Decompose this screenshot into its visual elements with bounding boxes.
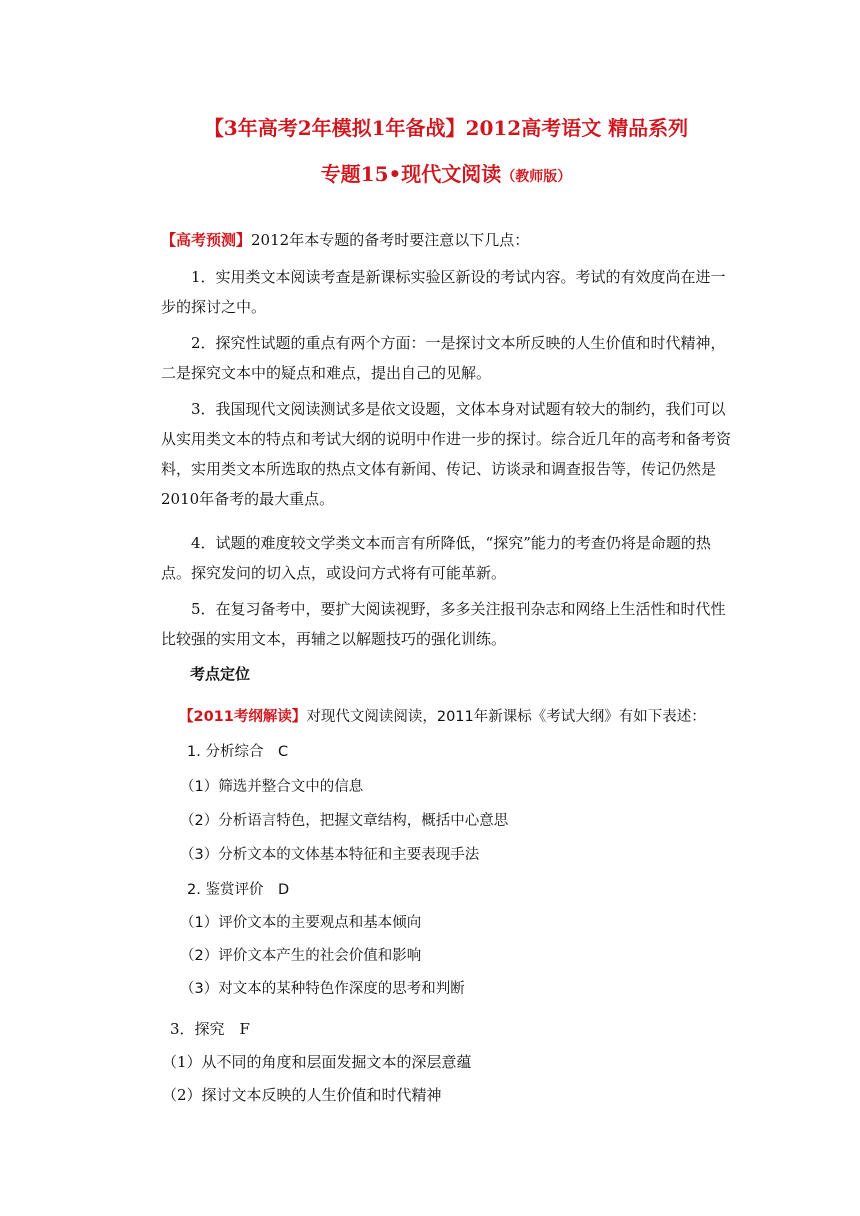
explore-item-1: 3．探究 F (170, 1020, 250, 1038)
syllabus-item-2: （1）筛选并整合文中的信息 (180, 779, 364, 795)
syllabus-intro-text: 对现代文阅读阅读，2011年新课标《考试大纲》有如下表述： (306, 709, 706, 725)
forecast-point-1: 1．实用类文本阅读考查是新课标实验区新设的考试内容。考试的有效度尚在进一步的探讨之中。 (161, 268, 726, 316)
forecast-intro-text: 2012年本专题的备考时要注意以下几点： (251, 231, 530, 249)
subtitle-edition: （教师版） (501, 169, 572, 185)
syllabus-item-4: （3）分析文本的文体基本特征和主要表现手法 (180, 847, 480, 863)
explore-item-2: （1）从不同的角度和层面发掘文本的深层意蕴 (162, 1053, 472, 1071)
syllabus-item-1: 1. 分析综合 C (187, 744, 289, 760)
syllabus-item-8: （3）对文本的某种特色作深度的思考和判断 (180, 981, 465, 997)
subtitle-main: 专题15•现代文阅读 (320, 162, 502, 186)
syllabus-item-3: （2）分析语言特色，把握文章结构，概括中心意思 (180, 813, 509, 829)
document-subtitle (0, 158, 860, 187)
forecast-point-3: 3．我国现代文阅读测试多是依文设题，文体本身对试题有较大的制约，我们可以从实用类文本的特点和考试大纲的说明中作进一步的探讨。综合近几年的高考和备考资料，实用类文本所选取的热点文体有新闻、传记、访谈录和调查报告等，传记仍然是2010年备考的最大重点。 (161, 400, 732, 508)
section-heading: 考点定位 (190, 665, 251, 683)
forecast-intro (161, 229, 529, 250)
syllabus-item-5: 2. 鉴赏评价 D (187, 882, 290, 898)
forecast-point-2: 2．探究性试题的重点有两个方面：一是探讨文本所反映的人生价值和时代精神，二是探究文本中的疑点和难点，提出自己的见解。 (161, 334, 726, 382)
document-title: 【3年高考2年模拟1年备战】2012高考语文 精品系列 (203, 116, 689, 140)
syllabus-label: 【2011考纲解读】 (179, 709, 307, 725)
explore-item-3: （2）探讨文本反映的人生价值和时代精神 (162, 1086, 442, 1104)
forecast-point-4: 4．试题的难度较文学类文本而言有所降低，“探究”能力的考查仍将是命题的热点。探究发问的切入点，或设问方式将有可能革新。 (161, 534, 711, 582)
syllabus-item-7: （2）评价文本产生的社会价值和影响 (180, 948, 422, 964)
forecast-label: 【高考预测】 (161, 231, 252, 249)
forecast-point-5: 5．在复习备考中，要扩大阅读视野，多多关注报刊杂志和网络上生活性和时代性比较强的实用文本，再辅之以解题技巧的强化训练。 (161, 600, 726, 648)
syllabus-intro (179, 705, 706, 726)
syllabus-item-6: （1）评价文本的主要观点和基本倾向 (180, 915, 422, 931)
